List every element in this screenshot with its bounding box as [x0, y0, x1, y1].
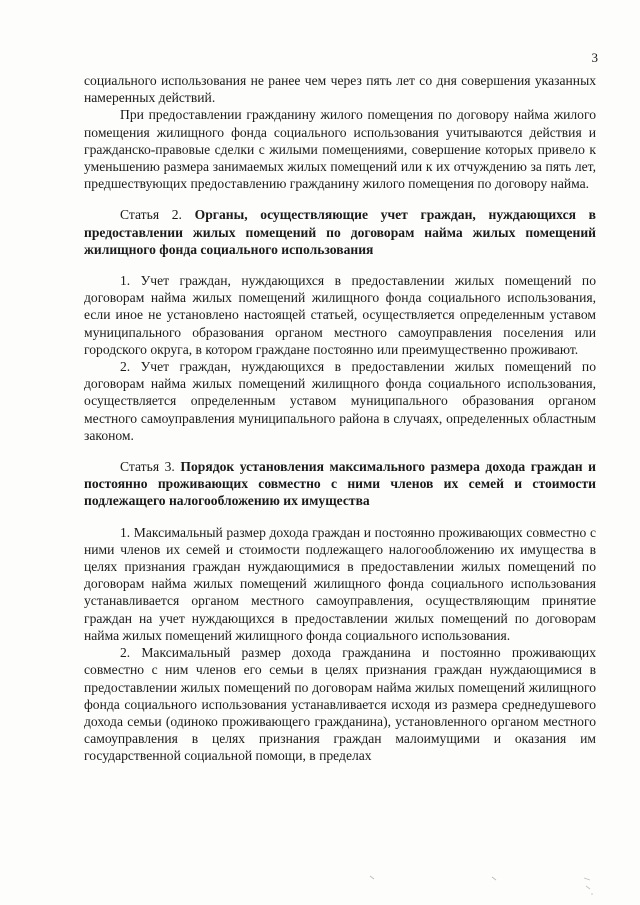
paragraph-transactions: При предоставлении гражданину жилого помещения по договору найма жилого помещения жилищного фонда социального использования учитываются действия и гражданско-правовые сделки с жилыми помещениями, совершение которых привело к уменьшению размера занимаемых жилых помещений или к их отчуждению за пять лет, предшествующих предоставлению гражданину жилого помещения по договору найма. [84, 107, 596, 192]
article-2-heading [84, 206, 596, 258]
article-2-item-2: 2. Учет граждан, нуждающихся в предоставлении жилых помещений по договорам найма жилых помещений жилищного фонда социального использования, осуществляется определенным уставом муниципального образования органом местного самоуправления муниципального района в случаях, определенных областным законом. [84, 359, 596, 443]
scan-speck-4 [586, 886, 590, 889]
article-3-heading [84, 458, 596, 510]
article-2-label: Статья 2. [120, 207, 182, 223]
article-3-label: Статья 3. [120, 459, 175, 475]
article-3-title: Порядок установления максимального размера дохода граждан и постоянно проживающих совместно с ними членов их семей и стоимости подлежащего налогообложению их имущества [84, 459, 596, 509]
page-number: 3 [591, 50, 598, 65]
article-2-item-1: 1. Учет граждан, нуждающихся в предоставлении жилых помещений по договорам найма жилых помещений жилищного фонда социального использования, если иное не установлено настоящей статьей, осуществляется определенным уставом муниципального образования органом местного самоуправления поселения или городского округа, в котором граждане постоянно или преимущественно проживают. [84, 273, 596, 357]
scan-speck-2 [492, 877, 496, 880]
article-3-item-1: 1. Максимальный размер дохода граждан и постоянно проживающих совместно с ними членов их семей и стоимости подлежащего налогообложению их имущества в целях признания граждан нуждающимися в предоставлении жилых помещений по договорам найма жилых помещений жилищного фонда социального использования устанавливается органом местного самоуправления, осуществляющим принятие граждан на учет нуждающихся в предоставлении жилых помещений по договорам найма жилых помещений жилищного фонда социального использования. [84, 524, 596, 643]
article-3-item-2: 2. Максимальный размер дохода гражданина и постоянно проживающих совместно с ним членов его семьи в целях признания граждан нуждающимися в предоставлении жилых помещений по договорам найма жилых помещений жилищного фонда социального использования устанавливается исходя из размера среднедушевого дохода семьи (одиноко проживающего гражданина), установленного органом местного самоуправления в целях признания граждан малоимущими и оказания им государственной социальной помощи, в пределах [84, 645, 596, 764]
paragraph-continuation: социального использования не ранее чем через пять лет со дня совершения указанных намеренных действий. [84, 73, 596, 106]
scan-speck-1 [370, 876, 374, 879]
scan-speck-5 [591, 893, 593, 895]
document-body [84, 72, 596, 765]
article-2-title: Органы, осуществляющие учет граждан, нуждающихся в предоставлении жилых помещений по договорам найма жилых помещений жилищного фонда социального использования [84, 207, 596, 257]
scan-speck-3 [584, 878, 590, 880]
